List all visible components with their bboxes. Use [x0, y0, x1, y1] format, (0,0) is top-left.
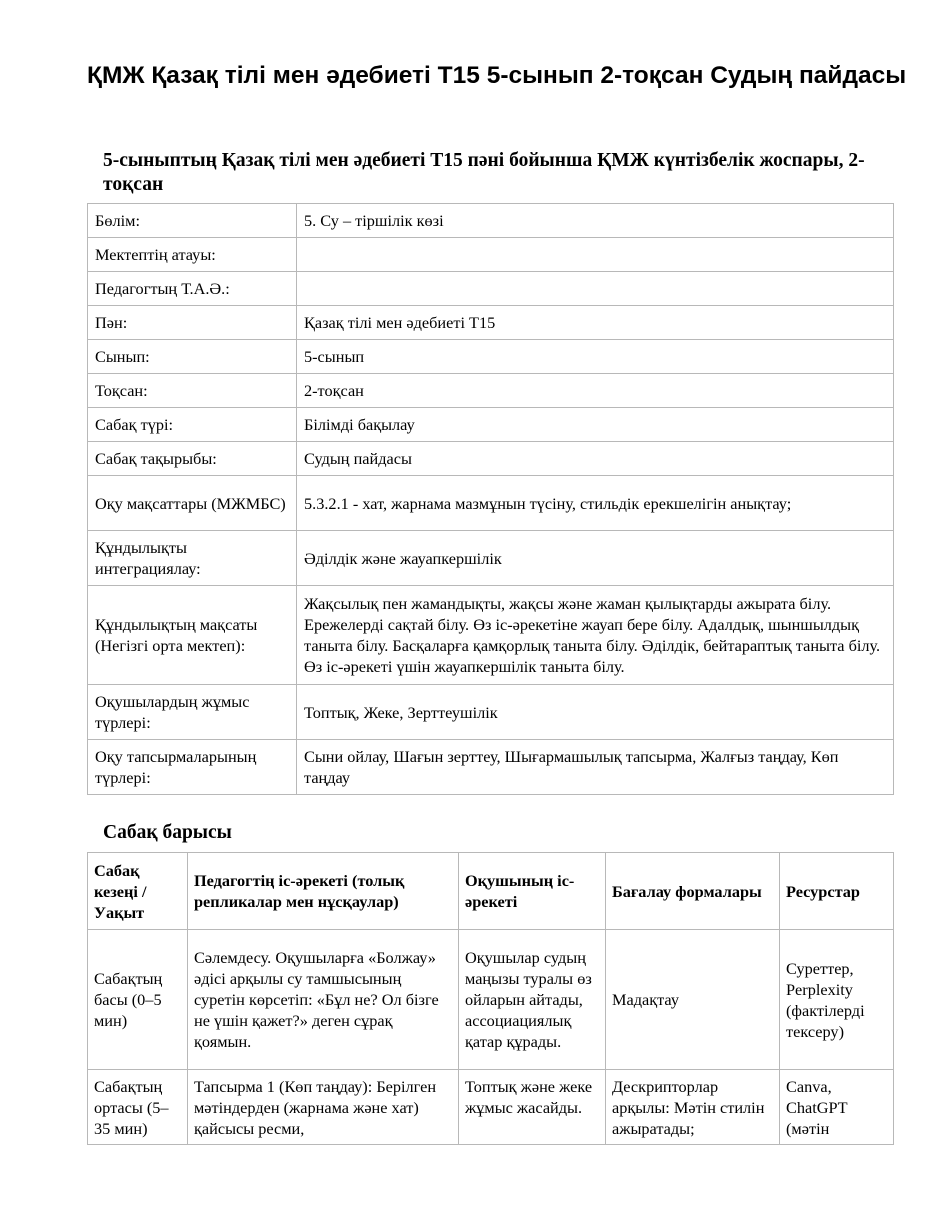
info-label: Пән:: [88, 306, 297, 340]
info-value: 5.3.2.1 - хат, жарнама мазмұнын түсіну, стильдік ерекшелігін анықтау;: [297, 476, 894, 531]
info-value: Қазақ тілі мен әдебиеті Т15: [297, 306, 894, 340]
info-row-lesson-type: [88, 408, 894, 442]
info-value: 5-сынып: [297, 340, 894, 374]
info-value: Жақсылық пен жамандықты, жақсы және жаман қылықтарды ажырата білу. Ережелерді сақтай білу. Өз іс-әрекетіне жауап бере білу. Адалдық, шыншылдық таныта білу. Басқаларға қамқорлық таныта білу. Әділдік, бейтараптық таныта білу. Өз іс-әрекеті үшін жауапкершілік таныта білу.: [297, 586, 894, 685]
info-value: [297, 238, 894, 272]
document-title: ҚМЖ Қазақ тілі мен әдебиеті Т15 5-сынып 2-тоқсан Судың пайдасы: [87, 62, 907, 89]
info-value: Топтық, Жеке, Зерттеушілік: [297, 685, 894, 740]
cell-teacher-activity: Сәлемдесу. Оқушыларға «Болжау» әдісі арқылы су тамшысының суретін көрсетіп: «Бұл не? Ол бізге не үшін қажет?» деген сұрақ қоямын.: [188, 930, 459, 1070]
info-row-school: [88, 238, 894, 272]
info-label: Бөлім:: [88, 204, 297, 238]
info-row-value-integration: [88, 531, 894, 586]
info-row-value-goal: [88, 586, 894, 685]
info-value: 5. Су – тіршілік көзі: [297, 204, 894, 238]
lesson-header-row: [88, 853, 894, 930]
lesson-row-beginning: [88, 930, 894, 1070]
cell-assessment: Дескрипторлар арқылы: Мәтін стилін ажыратады;: [606, 1070, 780, 1145]
info-label: Оқу тапсырмаларының түрлері:: [88, 740, 297, 795]
info-label: Сабақ тақырыбы:: [88, 442, 297, 476]
info-label: Мектептің атауы:: [88, 238, 297, 272]
info-value: Білімді бақылау: [297, 408, 894, 442]
cell-assessment: Мадақтау: [606, 930, 780, 1070]
cell-student-activity: Топтық және жеке жұмыс жасайды.: [459, 1070, 606, 1145]
info-label: Оқушылардың жұмыс түрлері:: [88, 685, 297, 740]
info-row-grade: [88, 340, 894, 374]
info-row-section: [88, 204, 894, 238]
info-label: Тоқсан:: [88, 374, 297, 408]
info-label: Оқу мақсаттары (МЖМБС): [88, 476, 297, 531]
info-value: [297, 272, 894, 306]
info-label: Құндылықты интеграциялау:: [88, 531, 297, 586]
header-resources: Ресурстар: [780, 853, 894, 930]
header-student-activity: Оқушының іс-әрекеті: [459, 853, 606, 930]
header-stage: Сабақ кезеңі / Уақыт: [88, 853, 188, 930]
info-row-subject: [88, 306, 894, 340]
lesson-row-middle: [88, 1070, 894, 1145]
info-row-quarter: [88, 374, 894, 408]
cell-resources: Суреттер, Perplexity (фактілерді тексеру): [780, 930, 894, 1070]
header-assessment: Бағалау формалары: [606, 853, 780, 930]
info-value: Әділдік және жауапкершілік: [297, 531, 894, 586]
cell-stage: Сабақтың ортасы (5–35 мин): [88, 1070, 188, 1145]
info-label: Сынып:: [88, 340, 297, 374]
info-section-heading: 5-сыныптың Қазақ тілі мен әдебиеті Т15 пәні бойынша ҚМЖ күнтізбелік жоспары, 2-тоқсан: [103, 150, 865, 195]
info-row-lesson-topic: [88, 442, 894, 476]
info-label: Құндылықтың мақсаты (Негізгі орта мектеп):: [88, 586, 297, 685]
cell-student-activity: Оқушылар судың маңызы туралы өз ойларын айтады, ассоциациялық қатар құрады.: [459, 930, 606, 1070]
info-label: Педагогтың Т.А.Ә.:: [88, 272, 297, 306]
info-row-task-types: [88, 740, 894, 795]
lesson-progress-heading: Сабақ барысы: [103, 822, 232, 843]
info-value: Судың пайдасы: [297, 442, 894, 476]
header-teacher-activity: Педагогтің іс-әрекеті (толық репликалар мен нұсқаулар): [188, 853, 459, 930]
lesson-info-table: [87, 203, 894, 795]
cell-teacher-activity: Тапсырма 1 (Көп таңдау): Берілген мәтіндерден (жарнама және хат) қайсысы ресми,: [188, 1070, 459, 1145]
cell-stage: Сабақтың басы (0–5 мин): [88, 930, 188, 1070]
info-label: Сабақ түрі:: [88, 408, 297, 442]
info-value: 2-тоқсан: [297, 374, 894, 408]
info-row-teacher: [88, 272, 894, 306]
lesson-progress-table: [87, 852, 894, 1145]
info-row-learning-objectives: [88, 476, 894, 531]
info-row-work-types: [88, 685, 894, 740]
cell-resources: Canva, ChatGPT (мәтін: [780, 1070, 894, 1145]
info-value: Сыни ойлау, Шағын зерттеу, Шығармашылық тапсырма, Жалғыз таңдау, Көп таңдау: [297, 740, 894, 795]
